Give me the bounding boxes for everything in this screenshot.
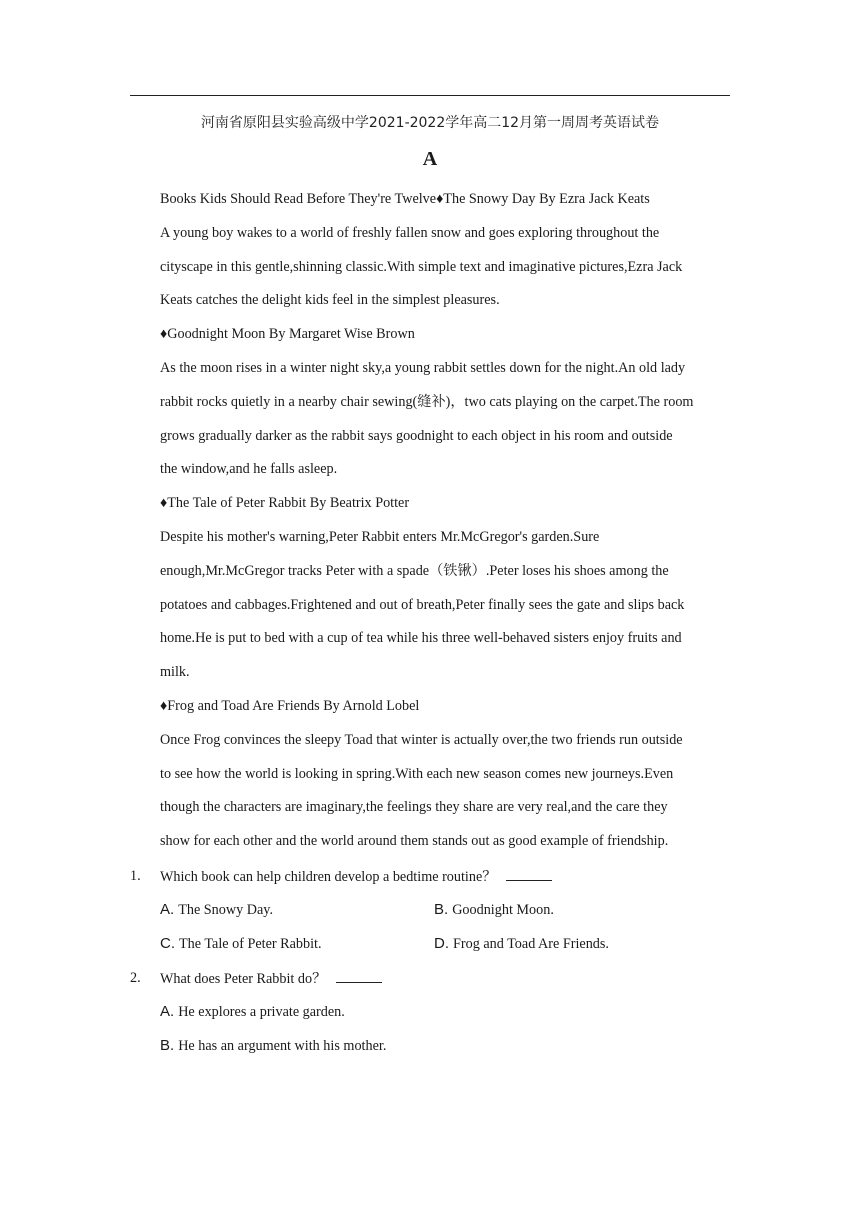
passage-line: the window,and he falls asleep. — [160, 461, 338, 478]
question-text — [160, 968, 382, 989]
option-letter: B. — [434, 901, 449, 918]
question-number: 1. — [130, 868, 141, 884]
option-2a[interactable] — [160, 1002, 345, 1022]
exam-title: 河南省原阳县实验高级中学2021-2022学年高二12月第一周周考英语试卷 — [200, 115, 660, 131]
option-letter: A. — [160, 901, 175, 918]
section-heading: A — [422, 148, 438, 170]
answer-blank[interactable] — [506, 866, 552, 881]
passage-line: enough,Mr.McGregor tracks Peter with a spade（铁锹）.Peter loses his shoes among the — [160, 562, 669, 579]
passage-line: potatoes and cabbages.Frightened and out of breath,Peter finally sees the gate and slips back — [160, 596, 685, 613]
passage-line: milk. — [160, 664, 190, 681]
option-text: He explores a private garden. — [178, 1004, 345, 1020]
book-heading: ♦The Tale of Peter Rabbit By Beatrix Potter — [160, 495, 410, 512]
passage-line: Despite his mother's warning,Peter Rabbit enters Mr.McGregor's garden.Sure — [160, 528, 600, 545]
passage-line: cityscape in this gentle,shinning classic.With simple text and imaginative pictures,Ezra Jack — [160, 258, 683, 275]
passage-line: Books Kids Should Read Before They're Twelve♦The Snowy Day By Ezra Jack Keats — [160, 191, 650, 207]
option-2b[interactable] — [160, 1036, 386, 1056]
answer-blank[interactable] — [336, 968, 382, 983]
passage-line: As the moon rises in a winter night sky,a young rabbit settles down for the night.An old lady — [160, 359, 686, 376]
option-text: Frog and Toad Are Friends. — [453, 936, 609, 952]
option-text: The Snowy Day. — [178, 902, 274, 918]
option-text: The Tale of Peter Rabbit. — [179, 936, 322, 952]
passage-line: Keats catches the delight kids feel in the simplest pleasures. — [160, 292, 500, 309]
reading-passage — [160, 183, 735, 859]
option-1c[interactable] — [160, 934, 322, 954]
option-1d[interactable] — [434, 934, 609, 954]
passage-line: rabbit rocks quietly in a nearby chair sewing(缝补)，two cats playing on the carpet.The room — [160, 393, 694, 410]
option-1a[interactable] — [160, 900, 273, 920]
option-letter: A. — [160, 1003, 175, 1020]
passage-line: though the characters are imaginary,the feelings they share are very real,and the care they — [160, 799, 668, 816]
book-heading: ♦Frog and Toad Are Friends By Arnold Lobel — [160, 697, 420, 714]
passage-line: grows gradually darker as the rabbit says goodnight to each object in his room and outside — [160, 427, 673, 444]
question-text — [160, 866, 552, 887]
option-1b[interactable] — [434, 900, 554, 920]
question-prompt: Which book can help children develop a bedtime routine？ — [160, 869, 497, 885]
passage-line: show for each other and the world around them stands out as good example of friendship. — [160, 833, 669, 850]
option-letter: C. — [160, 935, 175, 952]
book-heading: ♦Goodnight Moon By Margaret Wise Brown — [160, 326, 415, 343]
passage-line: Once Frog convinces the sleepy Toad that winter is actually over,the two friends run outside — [160, 731, 683, 748]
passage-line: to see how the world is looking in spring.With each new season comes new journeys.Even — [160, 765, 674, 782]
question-prompt: What does Peter Rabbit do？ — [160, 971, 327, 987]
header-rule — [130, 95, 730, 96]
question-number: 2. — [130, 970, 141, 986]
option-text: He has an argument with his mother. — [178, 1038, 387, 1054]
option-letter: B. — [160, 1037, 175, 1054]
option-text: Goodnight Moon. — [452, 902, 554, 918]
option-letter: D. — [434, 935, 449, 952]
passage-line: home.He is put to bed with a cup of tea while his three well-behaved sisters enjoy fruits and — [160, 630, 682, 647]
passage-line: A young boy wakes to a world of freshly fallen snow and goes exploring throughout the — [160, 224, 660, 241]
